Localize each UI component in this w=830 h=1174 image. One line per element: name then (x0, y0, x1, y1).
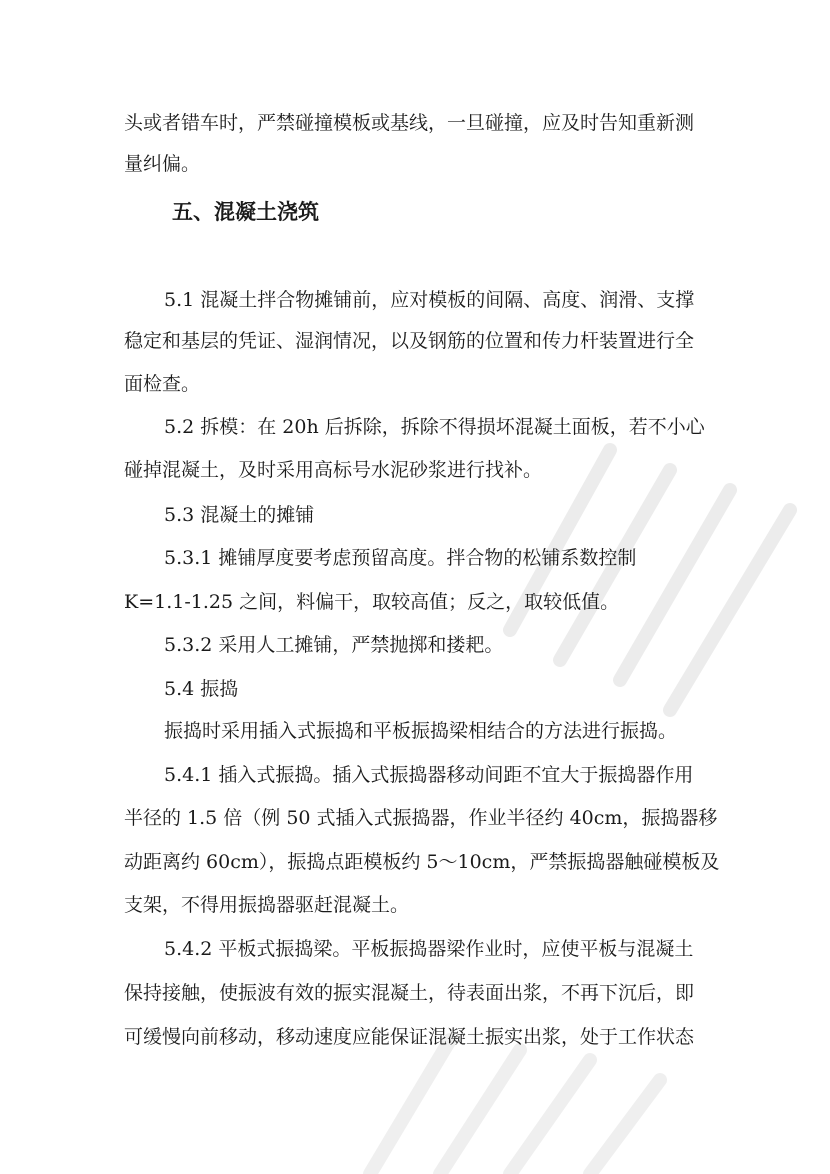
text-line: 可缓慢向前移动，移动速度应能保证混凝土振实出浆，处于工作状态 (124, 1026, 695, 1048)
text-line: 半径的 1.5 倍（例 50 式插入式振捣器，作业半径约 40cm，振捣器移 (124, 807, 718, 829)
text-line: 5.4.1 插入式振捣。插入式振捣器移动间距不宜大于振捣器作用 (164, 764, 694, 786)
text-line: 5.1 混凝土拌合物摊铺前，应对模板的间隔、高度、润滑、支撑 (164, 289, 695, 311)
watermark-icon-bottom (330, 980, 750, 1174)
text-line: 量纠偏。 (124, 153, 201, 175)
text-line: 振捣时采用插入式振捣和平板振捣梁相结合的方法进行振捣。 (164, 720, 678, 742)
text-line: 稳定和基层的凭证、湿润情况，以及钢筋的位置和传力杆装置进行全 (124, 330, 695, 352)
text-line: 5.4.2 平板式振捣梁。平板振捣器梁作业时，应使平板与混凝土 (164, 938, 694, 960)
text-line: 面检查。 (124, 373, 201, 395)
text-line: 碰掉混凝土，及时采用高标号水泥砂浆进行找补。 (124, 459, 543, 481)
watermark-icon (470, 330, 830, 730)
text-line: 头或者错车时，严禁碰撞模板或基线，一旦碰撞，应及时告知重新测 (124, 112, 695, 134)
text-line: 支架，不得用振捣器驱赶混凝土。 (124, 894, 410, 916)
text-line: 5.3.1 摊铺厚度要考虑预留高度。拌合物的松铺系数控制 (164, 547, 637, 569)
text-line: 5.4 振捣 (164, 678, 239, 700)
text-line: K=1.1-1.25 之间，料偏干，取较高值；反之，取较低值。 (124, 591, 620, 613)
text-line: 保持接触，使振波有效的振实混凝土，待表面出浆，不再下沉后，即 (124, 982, 695, 1004)
section-heading: 五、混凝土浇筑 (172, 200, 319, 224)
text-line: 5.2 拆模：在 20h 后拆除，拆除不得损坏混凝土面板，若不小心 (164, 416, 705, 438)
text-line: 动距离约 60cm），振捣点距模板约 5～10cm，严禁振捣器触碰模板及 (124, 851, 720, 873)
text-line: 5.3.2 采用人工摊铺，严禁抛掷和搂耙。 (164, 634, 504, 656)
text-line: 5.3 混凝土的摊铺 (164, 504, 315, 526)
